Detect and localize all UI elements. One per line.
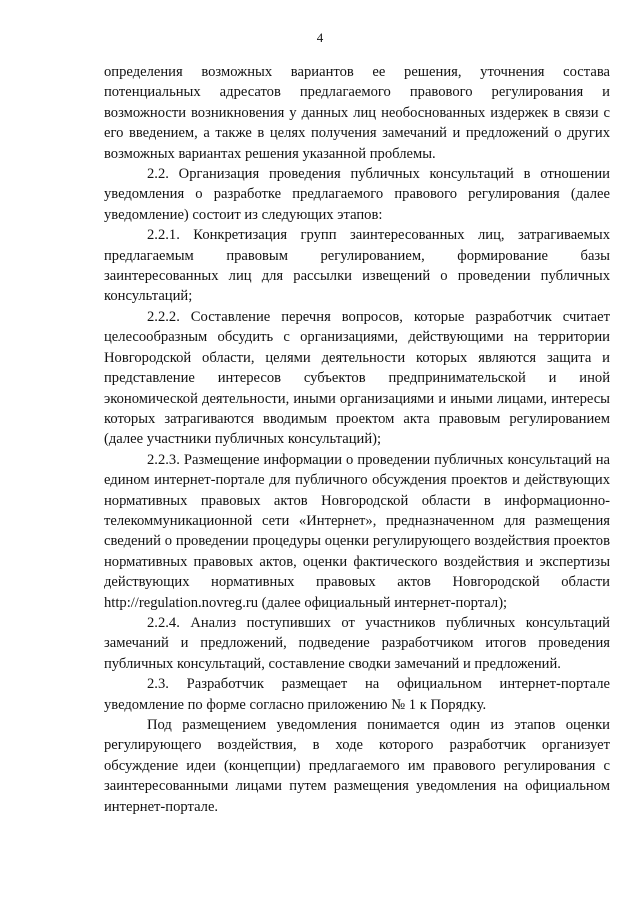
paragraph-notice-definition: Под размещением уведомления понимается один из этапов оценки регулирующего воздействия, в ходе которого разработчик организует обсуждение идеи (концепции) предлагаемого им правового регулирования с заинтересованными лицами путем размещения уведомления на официальном интернет-портале. bbox=[104, 717, 610, 815]
paragraph-continuation: определения возможных вариантов ее решения, уточнения состава потенциальных адресатов предлагаемого правового регулирования и возможности возникновения у данных лиц необоснованных издержек в связи с его введением, а также в целях получения замечаний и предложений о других возможных вариантах решения указанной проблемы. bbox=[104, 64, 610, 162]
document-body bbox=[104, 62, 610, 817]
paragraph-2-3: 2.3. Разработчик размещает на официальном интернет-портале уведомление по форме согласно приложению № 1 к Порядку. bbox=[104, 676, 610, 713]
paragraph-2-2-4: 2.2.4. Анализ поступивших от участников публичных консультаций замечаний и предложений, подведение разработчиком итогов проведения публичных консультаций, составление сводки замечаний и предложений. bbox=[104, 614, 610, 672]
paragraph-2-2: 2.2. Организация проведения публичных консультаций в отношении уведомления о разработке предлагаемого правового регулирования (далее уведомление) состоит из следующих этапов: bbox=[104, 166, 610, 223]
paragraph-2-2-1: 2.2.1. Конкретизация групп заинтересованных лиц, затрагиваемых предлагаемым правовым регулированием, формирование базы заинтересованных лиц для рассылки извещений о проведении публичных консультаций; bbox=[104, 227, 610, 305]
paragraph-2-2-2: 2.2.2. Составление перечня вопросов, которые разработчик считает целесообразным обсудить с организациями, действующими на территории Новгородской области, целями деятельности которых являются защита и представление интересов субъектов предпринимательской и иной экономической деятельности, иными организациями и иными лицами, интересы которых затрагиваются вводимым проектом акта правовым регулированием (далее участники публичных консультаций); bbox=[104, 308, 610, 448]
page-number: 4 bbox=[316, 30, 324, 45]
paragraph-2-2-3: 2.2.3. Размещение информации о проведении публичных консультаций на едином интернет-портале для публичного обсуждения проектов и действующих нормативных правовых актов Новгородской области в информационно-телекоммуникационной сети «Интернет», предназначенном для размещения сведений о проведении процедуры оценки регулирующего воздействия проектов нормативных правовых актов, оценки фактического воздействия и экспертизы действующих нормативных правовых актов Новгородской области http://regulation.novreg.ru (далее официальный интернет-портал); bbox=[104, 451, 610, 611]
